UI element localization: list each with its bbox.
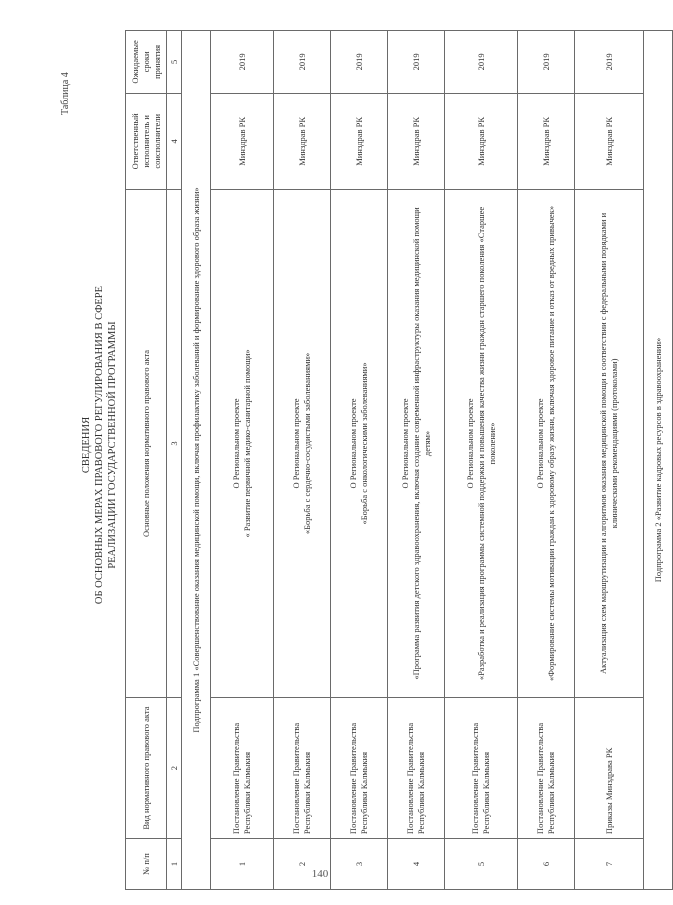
- executor: Минздрав РК: [331, 93, 388, 189]
- provision-title: О Региональном проекте: [291, 398, 301, 489]
- legal-measures-table: [125, 30, 673, 890]
- provision-title: О Региональном проекте: [535, 398, 545, 489]
- provision-title: О Региональном проекте: [399, 398, 410, 489]
- column-number-row: [167, 31, 182, 890]
- table-header-row: [126, 31, 167, 890]
- row-number: 2: [274, 839, 331, 890]
- provision-title: О Региональном проекте: [464, 398, 475, 489]
- executor: Минздрав РК: [388, 93, 445, 189]
- executor: Минздрав РК: [274, 93, 331, 189]
- provision: [518, 189, 575, 697]
- provision: [211, 189, 274, 697]
- act-type: Постановление Правительства Республики Калмыкия: [274, 698, 331, 839]
- provision: [388, 189, 445, 697]
- provision-title: О Региональном проекте: [348, 398, 358, 489]
- term: 2019: [388, 31, 445, 94]
- provision: [575, 189, 644, 697]
- table-row: [388, 31, 445, 890]
- term: 2019: [331, 31, 388, 94]
- subprogram-2-title: Подпрограмма 2 «Развитие кадровых ресурсов в здравоохранении»: [644, 31, 673, 890]
- act-type: Постановление Правительства Республики Калмыкия: [518, 698, 575, 839]
- table-row: [211, 31, 274, 890]
- provision: [274, 189, 331, 697]
- act-type: Постановление Правительства Республики Калмыкия: [331, 698, 388, 839]
- heading-line-1: СВЕДЕНИЯ: [81, 416, 92, 474]
- term: 2019: [211, 31, 274, 94]
- subprogram-1-row: [182, 31, 211, 890]
- header-act-type: Вид нормативного правового акта: [126, 698, 167, 839]
- provision: [445, 189, 518, 697]
- provision-text: «Борьба с сердечно-сосудистыми заболеваниями»: [302, 352, 312, 535]
- row-number: 1: [211, 839, 274, 890]
- row-number: 4: [388, 839, 445, 890]
- document-heading: [80, 205, 119, 685]
- provision: [331, 189, 388, 697]
- header-executor: Ответственный исполнитель и соисполнители: [126, 93, 167, 189]
- table-row: [331, 31, 388, 890]
- provision-text: «Разработка и реализация программы системной поддержки и повышения качества жизни граждан старшего поколения «Старшее поколение»: [475, 206, 497, 681]
- subprogram-1-title: Подпрограмма 1 «Совершенствование оказания медицинской помощи, включая профилактику заболеваний и формирование здорового образа жизни»: [182, 31, 211, 890]
- row-number: 6: [518, 839, 575, 890]
- act-type: Постановление Правительства Республики Калмыкия: [388, 698, 445, 839]
- table-row: [575, 31, 644, 890]
- page-number: 140: [311, 868, 329, 880]
- provision-text: Актуализация схем маршрутизации и алгоритмов оказания медицинской помощи в соответствии с федеральными порядками и клиническими рекомендациями (протоколами): [598, 212, 619, 675]
- heading-line-2: ОБ ОСНОВНЫХ МЕРАХ ПРАВОВОГО РЕГУЛИРОВАНИЯ В СФЕРЕ: [94, 285, 105, 605]
- column-number: 2: [167, 698, 182, 839]
- term: 2019: [445, 31, 518, 94]
- column-number: 5: [167, 31, 182, 94]
- header-term: Ожидаемые сроки принятия: [126, 31, 167, 94]
- executor: Минздрав РК: [211, 93, 274, 189]
- column-number: 3: [167, 189, 182, 697]
- executor: Минздрав РК: [575, 93, 644, 189]
- term: 2019: [518, 31, 575, 94]
- provision-text: «Формирование системы мотивации граждан к здоровому образу жизни, включая здоровое питание и отказ от вредных привычек»: [546, 205, 556, 681]
- column-number: 4: [167, 93, 182, 189]
- executor: Минздрав РК: [518, 93, 575, 189]
- provision-text: «Борьба с онкологическими заболеваниями»: [359, 362, 369, 525]
- act-type: Постановление Правительства Республики Калмыкия: [445, 698, 518, 839]
- table-row: [445, 31, 518, 890]
- provision-text: « Развитие первичной медико-санитарной помощи»: [242, 349, 252, 538]
- header-provisions: Основные положения нормативного правового акта: [126, 189, 167, 697]
- header-num: № п/п: [126, 839, 167, 890]
- column-number: 1: [167, 839, 182, 890]
- executor: Минздрав РК: [445, 93, 518, 189]
- subprogram-2-row: [644, 31, 673, 890]
- heading-line-3: РЕАЛИЗАЦИИ ГОСУДАРСТВЕННОЙ ПРОГРАММЫ: [107, 321, 118, 569]
- table-row: [518, 31, 575, 890]
- term: 2019: [575, 31, 644, 94]
- row-number: 5: [445, 839, 518, 890]
- act-type: Приказы Минздрава РК: [575, 698, 644, 839]
- table-row: [274, 31, 331, 890]
- row-number: 7: [575, 839, 644, 890]
- provision-title: О Региональном проекте: [231, 398, 241, 489]
- term: 2019: [274, 31, 331, 94]
- table-label: Таблица 4: [60, 72, 71, 115]
- provision-text: «Программа развития детского здравоохранения, включая создание современной инфраструктуры оказания медицинской помощи детям»: [410, 207, 432, 680]
- act-type: Постановление Правительства Республики Калмыкия: [211, 698, 274, 839]
- row-number: 3: [331, 839, 388, 890]
